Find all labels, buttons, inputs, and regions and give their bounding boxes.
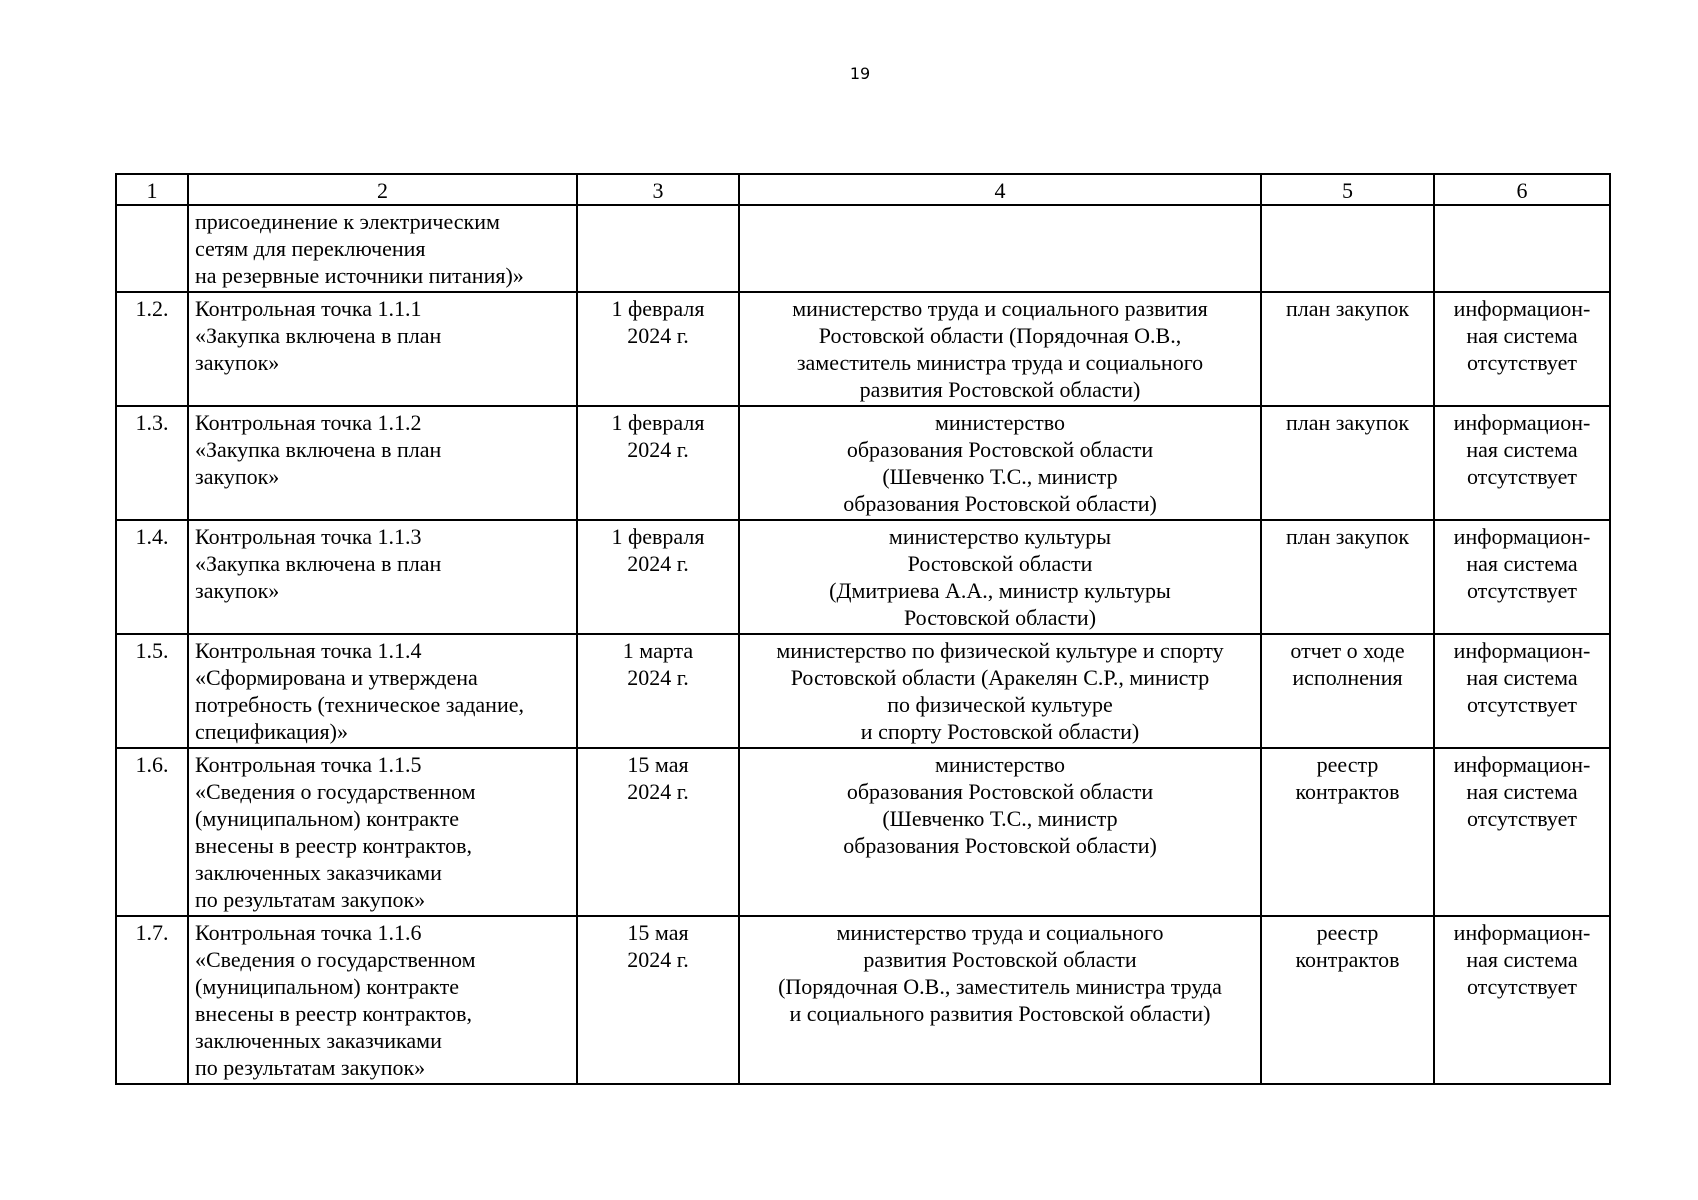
description-cell bbox=[188, 292, 577, 406]
description-cell-line: заключенных заказчиками bbox=[195, 1028, 442, 1053]
responsible-cell-line: образования Ростовской области bbox=[846, 437, 1154, 462]
information-system-cell bbox=[1434, 634, 1610, 748]
description-cell-line: Контрольная точка 1.1.6 bbox=[195, 920, 422, 945]
responsible-cell-line: Ростовской области) bbox=[903, 605, 1097, 630]
responsible-cell-line: развития Ростовской области) bbox=[859, 377, 1141, 402]
row-number: 1.6. bbox=[116, 748, 188, 916]
deadline-cell-line: 15 мая bbox=[627, 752, 689, 777]
description-cell bbox=[188, 406, 577, 520]
table-row bbox=[116, 916, 1610, 1084]
description-cell bbox=[188, 748, 577, 916]
information-system-cell bbox=[1434, 916, 1610, 1084]
information-system-cell-line: отсутствует bbox=[1466, 578, 1578, 603]
deadline-cell-line: 1 февраля bbox=[611, 524, 705, 549]
responsible-cell-line: и спорту Ростовской области) bbox=[860, 719, 1140, 744]
description-cell-line: «Закупка включена в план bbox=[195, 437, 442, 462]
description-cell-line: (муниципальном) контракте bbox=[195, 806, 459, 831]
row-number bbox=[116, 205, 188, 292]
deadline-cell-line: 2024 г. bbox=[627, 323, 689, 348]
information-system-cell-line: ная система bbox=[1466, 323, 1578, 348]
responsible-cell bbox=[739, 916, 1261, 1084]
column-header: 5 bbox=[1261, 174, 1434, 205]
description-cell-line: закупок» bbox=[195, 578, 280, 603]
document-type-cell bbox=[1261, 916, 1434, 1084]
information-system-cell-line: информацион- bbox=[1453, 296, 1591, 321]
document-type-cell bbox=[1261, 748, 1434, 916]
information-system-cell-line: отсутствует bbox=[1466, 974, 1578, 999]
table-row bbox=[116, 634, 1610, 748]
responsible-cell-line: министерство bbox=[934, 752, 1065, 777]
deadline-cell bbox=[577, 292, 739, 406]
description-cell-line: «Сформирована и утверждена bbox=[195, 665, 478, 690]
description-cell bbox=[188, 916, 577, 1084]
responsible-cell-line: министерство труда и социального развития bbox=[792, 296, 1208, 321]
responsible-cell-line: министерство труда и социального bbox=[836, 920, 1164, 945]
deadline-cell bbox=[577, 634, 739, 748]
responsible-cell-line: министерство bbox=[934, 410, 1065, 435]
table-row bbox=[116, 406, 1610, 520]
description-cell-line: «Сведения о государственном bbox=[195, 947, 476, 972]
document-type-cell-line: реестр bbox=[1316, 920, 1379, 945]
responsible-cell-line: Ростовской области (Аракелян С.Р., министр bbox=[790, 665, 1210, 690]
responsible-cell-line: образования Ростовской области) bbox=[843, 833, 1157, 858]
information-system-cell-line: информацион- bbox=[1453, 638, 1591, 663]
information-system-cell bbox=[1434, 292, 1610, 406]
information-system-cell-line: отсутствует bbox=[1466, 806, 1578, 831]
description-cell-line: «Сведения о государственном bbox=[195, 779, 476, 804]
column-header: 4 bbox=[739, 174, 1261, 205]
document-type-cell bbox=[1261, 520, 1434, 634]
responsible-cell-line: (Дмитриева А.А., министр культуры bbox=[829, 578, 1171, 603]
description-cell-line: Контрольная точка 1.1.2 bbox=[195, 410, 422, 435]
description-cell-line: «Закупка включена в план bbox=[195, 323, 442, 348]
deadline-cell bbox=[577, 205, 739, 292]
responsible-cell-line: Ростовской области bbox=[907, 551, 1093, 576]
row-number: 1.7. bbox=[116, 916, 188, 1084]
deadline-cell-line: 2024 г. bbox=[627, 779, 689, 804]
responsible-cell-line: министерство по физической культуре и спорту bbox=[776, 638, 1224, 663]
information-system-cell bbox=[1434, 406, 1610, 520]
responsible-cell-line: образования Ростовской области bbox=[846, 779, 1154, 804]
deadline-cell bbox=[577, 520, 739, 634]
responsible-cell bbox=[739, 406, 1261, 520]
information-system-cell-line: ная система bbox=[1466, 551, 1578, 576]
description-cell-line: закупок» bbox=[195, 350, 280, 375]
description-cell-line: спецификация)» bbox=[195, 719, 348, 744]
document-type-cell-line: реестр bbox=[1316, 752, 1379, 777]
header-row bbox=[116, 174, 1610, 205]
table-row bbox=[116, 292, 1610, 406]
information-system-cell-line: информацион- bbox=[1453, 410, 1591, 435]
information-system-cell bbox=[1434, 748, 1610, 916]
responsible-cell-line: образования Ростовской области) bbox=[843, 491, 1157, 516]
document-type-cell-line: исполнения bbox=[1292, 665, 1403, 690]
responsible-cell bbox=[739, 205, 1261, 292]
document-type-cell-line: план закупок bbox=[1285, 524, 1410, 549]
responsible-cell-line: заместитель министра труда и социального bbox=[796, 350, 1204, 375]
information-system-cell-line: ная система bbox=[1466, 437, 1578, 462]
responsible-cell-line: (Шевченко Т.С., министр bbox=[882, 464, 1118, 489]
deadline-cell-line: 1 марта bbox=[622, 638, 694, 663]
responsible-cell-line: по физической культуре bbox=[887, 692, 1113, 717]
document-type-cell-line: план закупок bbox=[1285, 410, 1410, 435]
responsible-cell-line: развития Ростовской области bbox=[863, 947, 1137, 972]
table-row bbox=[116, 748, 1610, 916]
information-system-cell-line: информацион- bbox=[1453, 524, 1591, 549]
document-type-cell-line: контрактов bbox=[1295, 779, 1400, 804]
document-type-cell-line: контрактов bbox=[1295, 947, 1400, 972]
information-system-cell-line: отсутствует bbox=[1466, 692, 1578, 717]
responsible-cell-line: (Порядочная О.В., заместитель министра труда bbox=[778, 974, 1222, 999]
document-type-cell bbox=[1261, 292, 1434, 406]
column-header: 6 bbox=[1434, 174, 1610, 205]
responsible-cell-line: и социального развития Ростовской области) bbox=[789, 1001, 1211, 1026]
information-system-cell bbox=[1434, 205, 1610, 292]
information-system-cell-line: информацион- bbox=[1453, 920, 1591, 945]
deadline-cell bbox=[577, 916, 739, 1084]
page-number: 19 bbox=[849, 64, 871, 83]
description-cell-line: Контрольная точка 1.1.1 bbox=[195, 296, 422, 321]
deadline-cell bbox=[577, 406, 739, 520]
information-system-cell bbox=[1434, 520, 1610, 634]
document-type-cell bbox=[1261, 634, 1434, 748]
deadline-cell-line: 2024 г. bbox=[627, 551, 689, 576]
column-header: 3 bbox=[577, 174, 739, 205]
responsible-cell bbox=[739, 292, 1261, 406]
description-cell bbox=[188, 634, 577, 748]
row-number: 1.2. bbox=[116, 292, 188, 406]
information-system-cell-line: ная система bbox=[1466, 665, 1578, 690]
description-cell-line: Контрольная точка 1.1.3 bbox=[195, 524, 422, 549]
deadline-cell-line: 2024 г. bbox=[627, 437, 689, 462]
row-number: 1.4. bbox=[116, 520, 188, 634]
deadline-cell-line: 1 февраля bbox=[611, 296, 705, 321]
information-system-cell-line: отсутствует bbox=[1466, 464, 1578, 489]
responsible-cell-line: министерство культуры bbox=[888, 524, 1112, 549]
responsible-cell-line: Ростовской области (Порядочная О.В., bbox=[818, 323, 1182, 348]
description-cell-line: на резервные источники питания)» bbox=[195, 263, 524, 288]
responsible-cell bbox=[739, 748, 1261, 916]
description-cell-line: внесены в реестр контрактов, bbox=[195, 1001, 473, 1026]
description-cell-line: присоединение к электрическим bbox=[195, 209, 500, 234]
description-cell-line: (муниципальном) контракте bbox=[195, 974, 459, 999]
deadline-cell-line: 2024 г. bbox=[627, 665, 689, 690]
description-cell-line: «Закупка включена в план bbox=[195, 551, 442, 576]
information-system-cell-line: отсутствует bbox=[1466, 350, 1578, 375]
document-type-cell bbox=[1261, 205, 1434, 292]
responsible-cell-line: (Шевченко Т.С., министр bbox=[882, 806, 1118, 831]
description-cell bbox=[188, 205, 577, 292]
row-number: 1.3. bbox=[116, 406, 188, 520]
column-header: 2 bbox=[188, 174, 577, 205]
row-number: 1.5. bbox=[116, 634, 188, 748]
document-type-cell-line: отчет о ходе bbox=[1290, 638, 1405, 663]
responsible-cell bbox=[739, 634, 1261, 748]
information-system-cell-line: информацион- bbox=[1453, 752, 1591, 777]
description-cell-line: закупок» bbox=[195, 464, 280, 489]
deadline-cell-line: 15 мая bbox=[627, 920, 689, 945]
description-cell-line: по результатам закупок» bbox=[195, 1055, 426, 1080]
deadline-cell-line: 2024 г. bbox=[627, 947, 689, 972]
description-cell-line: по результатам закупок» bbox=[195, 887, 426, 912]
description-cell-line: внесены в реестр контрактов, bbox=[195, 833, 473, 858]
description-cell-line: потребность (техническое задание, bbox=[195, 692, 524, 717]
document-type-cell-line: план закупок bbox=[1285, 296, 1410, 321]
description-cell-line: Контрольная точка 1.1.4 bbox=[195, 638, 422, 663]
deadline-cell bbox=[577, 748, 739, 916]
responsible-cell bbox=[739, 520, 1261, 634]
deadline-cell-line: 1 февраля bbox=[611, 410, 705, 435]
information-system-cell-line: ная система bbox=[1466, 779, 1578, 804]
document-type-cell bbox=[1261, 406, 1434, 520]
information-system-cell-line: ная система bbox=[1466, 947, 1578, 972]
description-cell-line: сетям для переключения bbox=[195, 236, 426, 261]
description-cell bbox=[188, 520, 577, 634]
table-row bbox=[116, 520, 1610, 634]
column-header: 1 bbox=[116, 174, 188, 205]
table-row bbox=[116, 205, 1610, 292]
control-points-table bbox=[115, 173, 1611, 1085]
description-cell-line: Контрольная точка 1.1.5 bbox=[195, 752, 422, 777]
description-cell-line: заключенных заказчиками bbox=[195, 860, 442, 885]
